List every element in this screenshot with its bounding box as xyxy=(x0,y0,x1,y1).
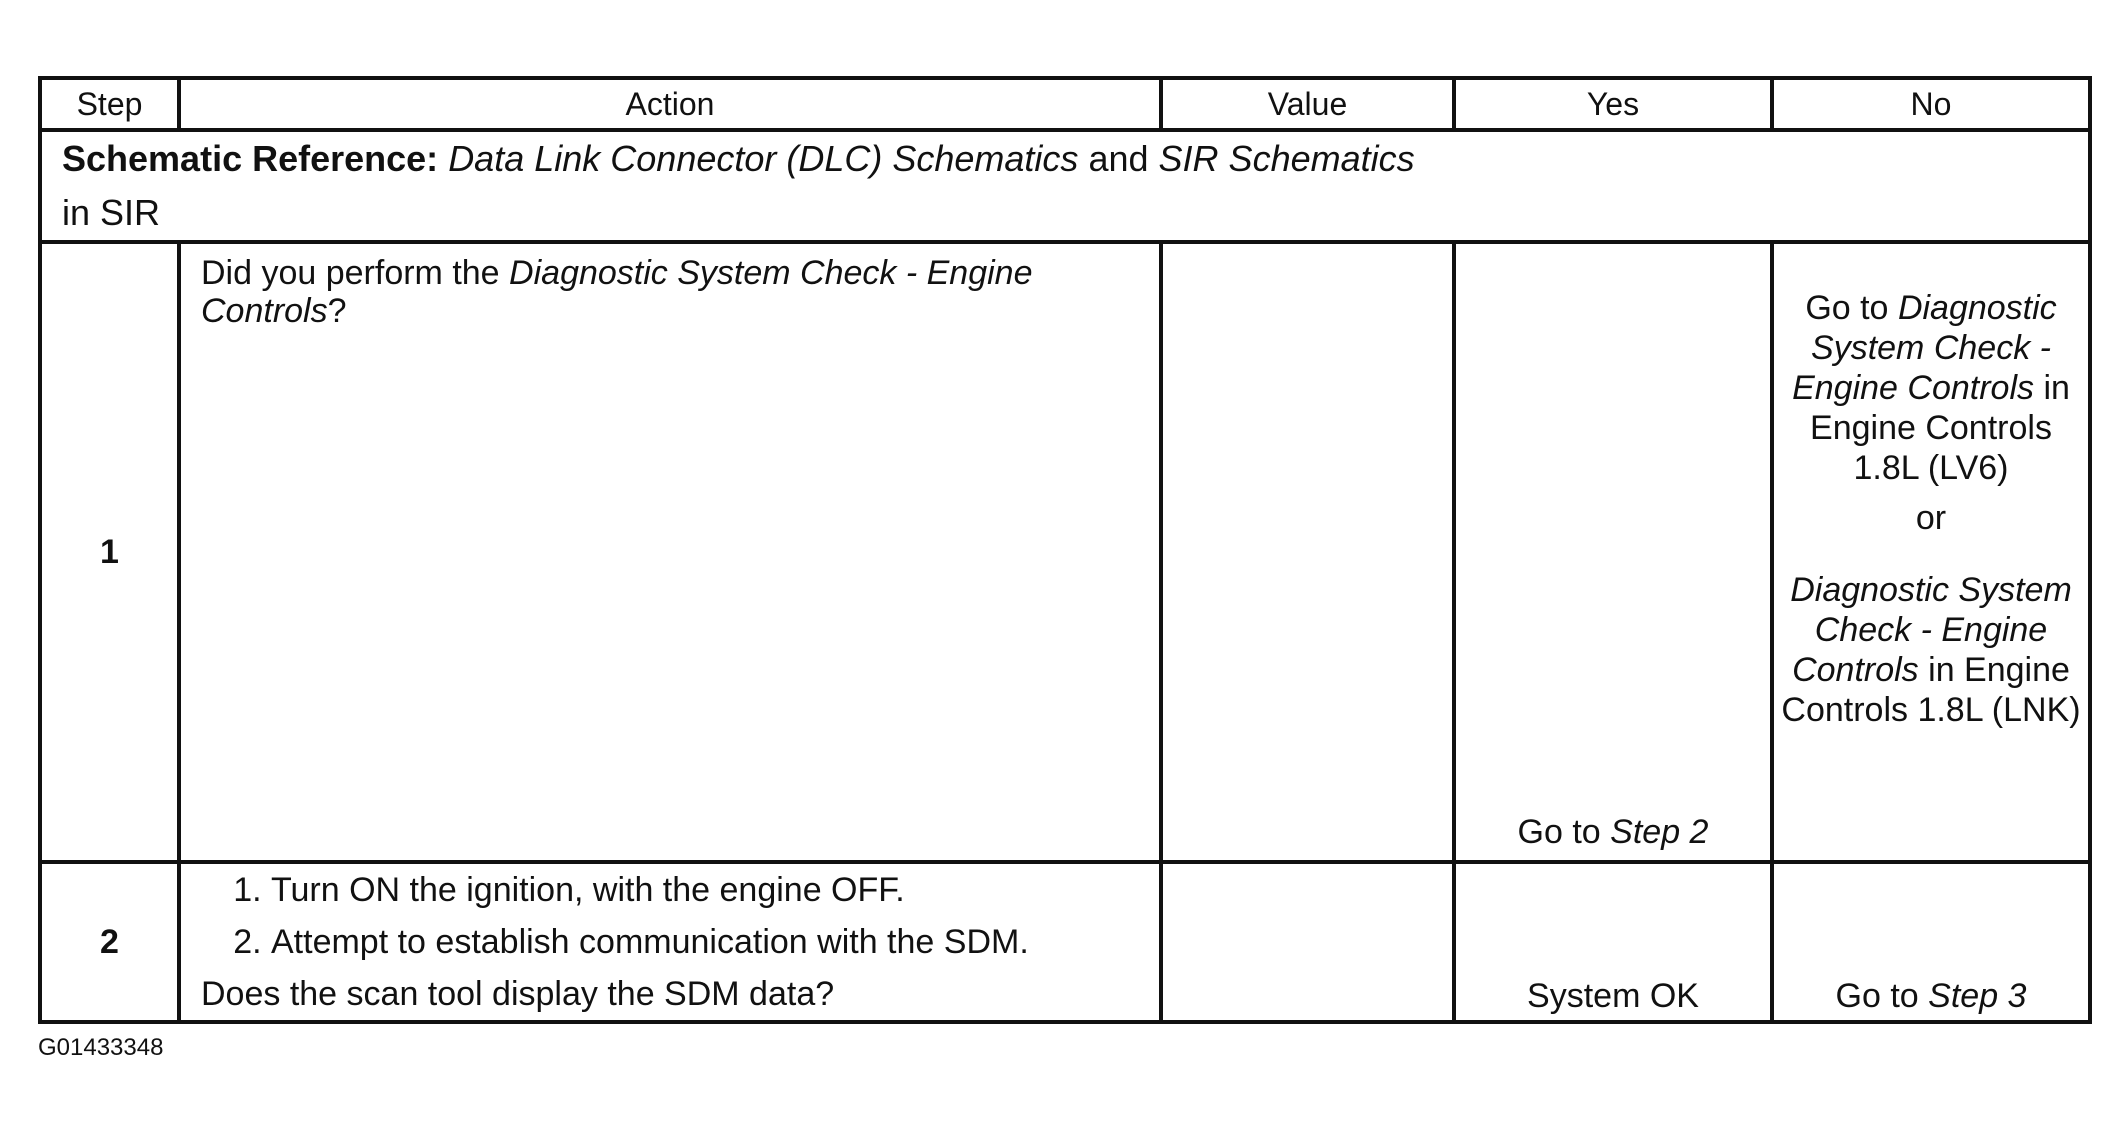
no-cell xyxy=(1772,862,2090,1022)
step-number: 2 xyxy=(40,862,179,1022)
or-text: or xyxy=(1915,499,1947,537)
yes-prefix: Go to xyxy=(1517,813,1601,851)
header-row xyxy=(40,78,2090,130)
diagnostic-check-link-lnk[interactable]: Diagnostic System Check - Engine Controls xyxy=(1790,571,2072,689)
header-value: Value xyxy=(1161,78,1454,130)
value-cell xyxy=(1161,862,1454,1022)
diagnostic-check-link-lv6[interactable]: Diagnostic System Check - Engine Controls xyxy=(1792,289,2057,407)
action-question: Does the scan tool display the SDM data? xyxy=(201,975,835,1013)
header-action: Action xyxy=(179,78,1161,130)
schematic-reference-label: Schematic Reference: xyxy=(62,138,439,179)
list-item: 2. Attempt to establish communication with the SDM. xyxy=(271,916,1149,968)
header-no: No xyxy=(1772,78,2090,130)
action-cell xyxy=(179,862,1161,1022)
diagnostic-check-link[interactable]: Diagnostic System Check - Engine Controls xyxy=(201,254,1033,330)
header-step: Step xyxy=(40,78,179,130)
no-prefix: Go to xyxy=(1805,289,1889,327)
schematic-reference-row xyxy=(40,130,2090,242)
no-prefix: Go to xyxy=(1835,977,1919,1015)
yes-cell: System OK xyxy=(1454,862,1772,1022)
step-3-link[interactable]: Step 3 xyxy=(1928,977,2027,1015)
table-row xyxy=(40,242,2090,862)
no-cell xyxy=(1772,242,2090,862)
sir-schematics-link[interactable]: SIR Schematics xyxy=(1158,138,1415,179)
action-steps-list xyxy=(201,864,1149,968)
engine-controls-lnk-text: in Engine Controls 1.8L (LNK) xyxy=(1781,651,2081,729)
diagnostic-table xyxy=(38,76,2092,1024)
table-row xyxy=(40,862,2090,1022)
step-2-link[interactable]: Step 2 xyxy=(1610,813,1709,851)
in-sir-text: in SIR xyxy=(62,192,161,233)
header-yes: Yes xyxy=(1454,78,1772,130)
action-question-mark: ? xyxy=(327,292,347,330)
step-number: 1 xyxy=(40,242,179,862)
dlc-schematics-link[interactable]: Data Link Connector (DLC) Schematics xyxy=(448,138,1079,179)
figure-id: G01433348 xyxy=(38,1034,164,1061)
action-cell xyxy=(179,242,1161,862)
list-item: 1. Turn ON the ignition, with the engine OFF. xyxy=(271,864,1149,916)
value-cell xyxy=(1161,242,1454,862)
yes-cell xyxy=(1454,242,1772,862)
schematic-reference xyxy=(40,130,2090,242)
action-text: Did you perform the xyxy=(201,254,500,292)
and-text: and xyxy=(1088,138,1149,179)
engine-controls-lv6-text: in Engine Controls 1.8L (LV6) xyxy=(1810,369,2070,487)
